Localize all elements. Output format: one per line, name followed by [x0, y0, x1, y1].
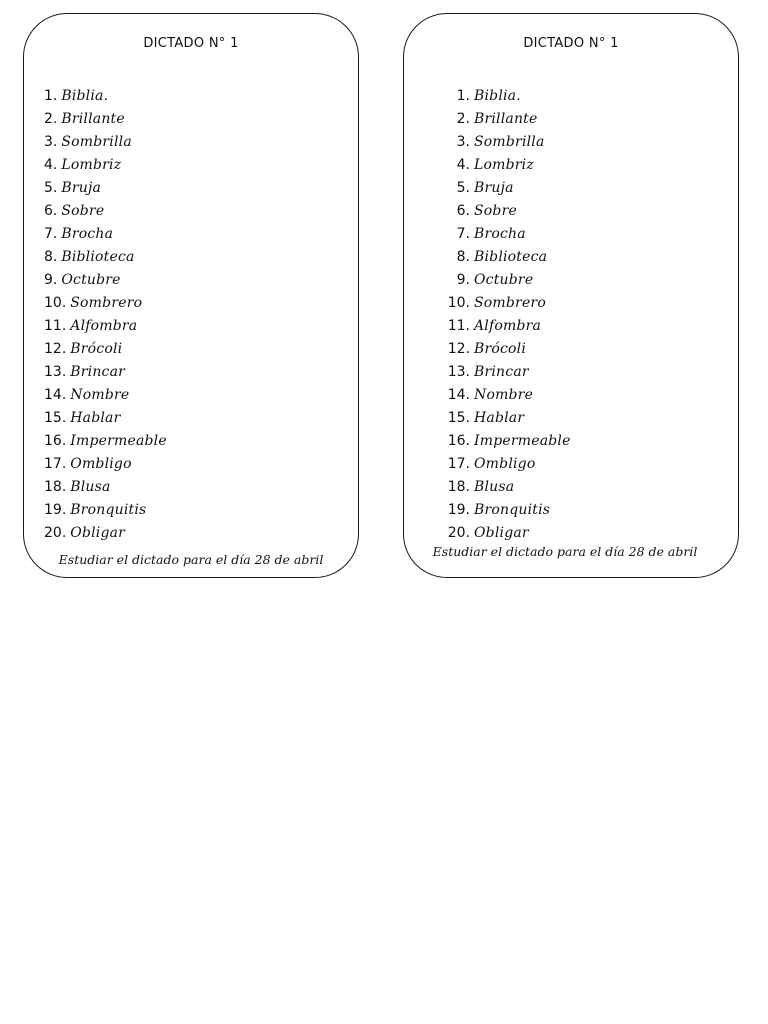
item-number: 9.: [456, 272, 470, 288]
item-word: Sobre: [61, 203, 105, 219]
list-item: [434, 153, 571, 176]
list-item: [44, 314, 167, 337]
item-word: Lombriz: [474, 157, 534, 173]
item-word: Bruja: [474, 180, 514, 196]
item-word: Alfombra: [474, 318, 542, 334]
item-number: 12.: [447, 341, 470, 357]
item-number: 17.: [44, 456, 67, 472]
card-title: DICTADO N° 1: [143, 36, 239, 51]
list-item: [434, 521, 571, 544]
list-item: [44, 521, 167, 544]
list-item: [434, 176, 571, 199]
study-note: Estudiar el dictado para el día 28 de abril: [58, 552, 324, 567]
item-number: 19.: [447, 502, 470, 518]
list-item: [44, 406, 167, 429]
word-list: [44, 84, 167, 544]
item-number: 16.: [447, 433, 470, 449]
card-title: DICTADO N° 1: [523, 36, 619, 51]
list-item: [434, 107, 571, 130]
item-number: 11.: [447, 318, 470, 334]
item-number: 9.: [44, 272, 58, 288]
item-number: 1.: [456, 88, 470, 104]
item-word: Ombligo: [474, 456, 536, 472]
item-number: 18.: [447, 479, 470, 495]
item-word: Ombligo: [70, 456, 132, 472]
item-word: Bronquitis: [474, 502, 551, 518]
item-word: Brillante: [474, 111, 538, 127]
item-word: Obligar: [70, 525, 126, 541]
item-word: Brócoli: [70, 341, 123, 357]
item-number: 13.: [447, 364, 470, 380]
study-note: Estudiar el dictado para el día 28 de abril: [432, 544, 698, 559]
list-item: [434, 498, 571, 521]
list-item: [434, 268, 571, 291]
list-item: [434, 199, 571, 222]
item-number: 14.: [447, 387, 470, 403]
item-word: Sombrero: [474, 295, 546, 311]
item-word: Octubre: [61, 272, 121, 288]
item-number: 10.: [447, 295, 470, 311]
list-item: [434, 406, 571, 429]
item-word: Impermeable: [70, 433, 167, 449]
dictation-card-right: [403, 13, 739, 578]
item-number: 20.: [447, 525, 470, 541]
list-item: [434, 130, 571, 153]
item-number: 15.: [447, 410, 470, 426]
item-number: 5.: [44, 180, 58, 196]
list-item: [434, 360, 571, 383]
list-item: [44, 130, 167, 153]
list-item: [44, 337, 167, 360]
list-item: [434, 291, 571, 314]
item-word: Biblioteca: [474, 249, 548, 265]
list-item: [44, 452, 167, 475]
item-number: 7.: [456, 226, 470, 242]
item-word: Lombriz: [61, 157, 122, 173]
item-word: Sombrilla: [61, 134, 132, 150]
item-word: Blusa: [474, 479, 515, 495]
list-item: [44, 199, 167, 222]
list-item: [44, 360, 167, 383]
list-item: [434, 222, 571, 245]
item-number: 1.: [44, 88, 58, 104]
list-item: [44, 383, 167, 406]
item-number: 6.: [44, 203, 58, 219]
item-word: Impermeable: [474, 433, 571, 449]
dictation-card-left: [23, 13, 359, 578]
item-word: Brincar: [474, 364, 529, 380]
list-item: [434, 337, 571, 360]
list-item: [44, 222, 167, 245]
item-number: 18.: [44, 479, 67, 495]
item-word: Sobre: [474, 203, 517, 219]
item-word: Bronquitis: [70, 502, 147, 518]
list-item: [44, 153, 167, 176]
list-item: [434, 429, 571, 452]
item-word: Brocha: [474, 226, 526, 242]
list-item: [434, 475, 571, 498]
item-number: 11.: [44, 318, 67, 334]
list-item: [44, 291, 167, 314]
list-item: [44, 268, 167, 291]
item-word: Brincar: [70, 364, 126, 380]
item-word: Biblia.: [61, 88, 109, 104]
item-word: Hablar: [474, 410, 525, 426]
list-item: [44, 429, 167, 452]
item-word: Obligar: [474, 525, 529, 541]
list-item: [434, 84, 571, 107]
item-number: 19.: [44, 502, 67, 518]
item-number: 3.: [456, 134, 470, 150]
list-item: [434, 452, 571, 475]
item-number: 8.: [456, 249, 470, 265]
item-number: 12.: [44, 341, 67, 357]
item-number: 5.: [456, 180, 470, 196]
item-word: Biblioteca: [61, 249, 135, 265]
item-number: 14.: [44, 387, 67, 403]
item-number: 15.: [44, 410, 67, 426]
item-number: 2.: [456, 111, 470, 127]
item-word: Nombre: [474, 387, 534, 403]
list-item: [44, 475, 167, 498]
item-word: Bruja: [61, 180, 102, 196]
item-word: Brocha: [61, 226, 114, 242]
item-word: Octubre: [474, 272, 534, 288]
item-word: Brillante: [61, 111, 125, 127]
item-word: Alfombra: [70, 318, 138, 334]
list-item: [44, 498, 167, 521]
item-number: 4.: [44, 157, 58, 173]
list-item: [44, 245, 167, 268]
item-word: Biblia.: [474, 88, 521, 104]
item-number: 17.: [447, 456, 470, 472]
list-item: [434, 314, 571, 337]
item-word: Brócoli: [474, 341, 527, 357]
item-number: 2.: [44, 111, 58, 127]
item-number: 6.: [456, 203, 470, 219]
word-list: [434, 84, 571, 544]
item-number: 7.: [44, 226, 58, 242]
item-number: 8.: [44, 249, 58, 265]
item-number: 20.: [44, 525, 67, 541]
item-word: Sombrero: [70, 295, 143, 311]
item-number: 4.: [456, 157, 470, 173]
list-item: [434, 245, 571, 268]
list-item: [44, 176, 167, 199]
item-number: 13.: [44, 364, 67, 380]
item-word: Sombrilla: [474, 134, 545, 150]
list-item: [44, 84, 167, 107]
item-word: Hablar: [70, 410, 121, 426]
item-number: 16.: [44, 433, 67, 449]
item-number: 3.: [44, 134, 58, 150]
list-item: [434, 383, 571, 406]
list-item: [44, 107, 167, 130]
item-word: Nombre: [70, 387, 130, 403]
item-number: 10.: [44, 295, 67, 311]
item-word: Blusa: [70, 479, 111, 495]
